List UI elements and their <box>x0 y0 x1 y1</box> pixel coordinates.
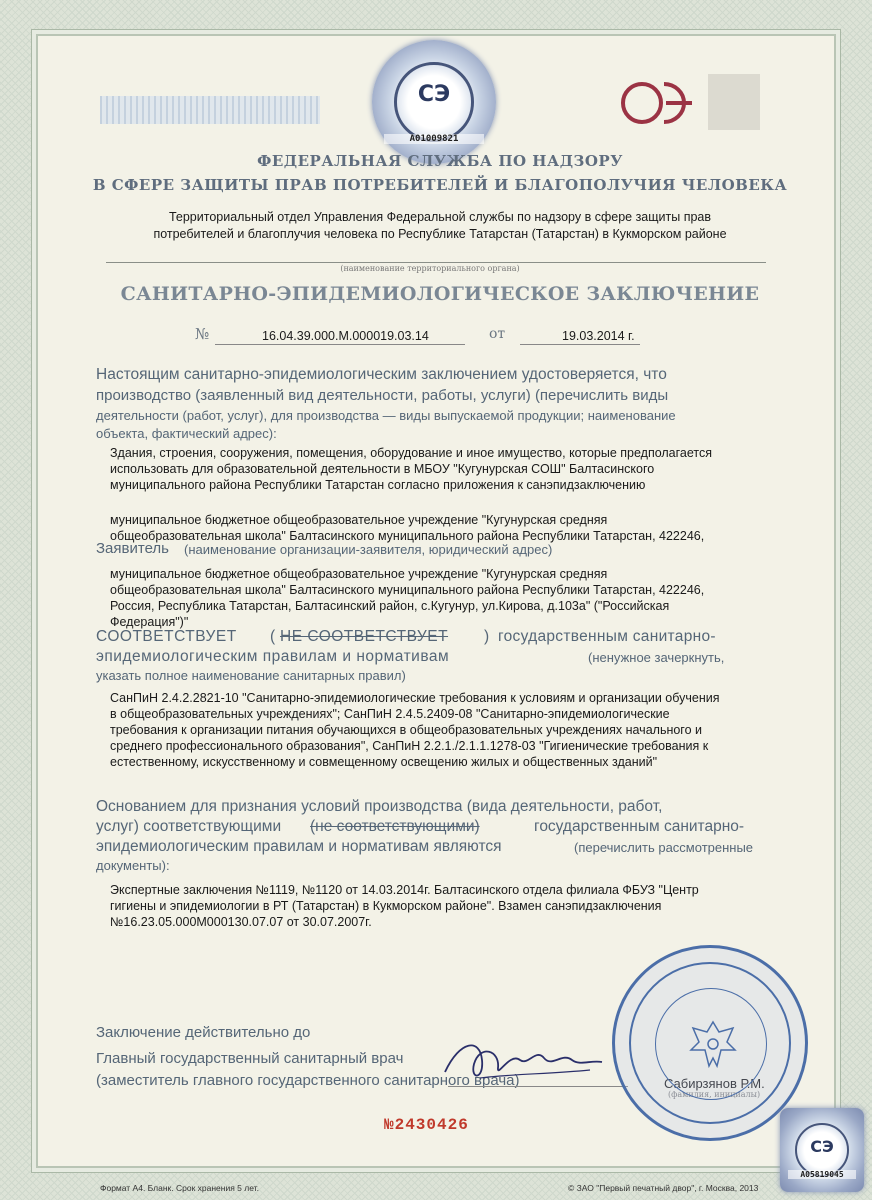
complies-word: СООТВЕТСТВУЕТ <box>96 628 237 645</box>
number-underline <box>215 344 465 345</box>
certify-line-1: Настоящим санитарно-эпидемиологическим заключением удостоверяется, что <box>96 366 667 383</box>
signature-title-2: (заместитель главного государственного санитарного врача) <box>96 1072 520 1089</box>
basis-line-3: эпидемиологическим правилам и нормативам являются <box>96 838 502 855</box>
applicant-caption: (наименование организации-заявителя, юридический адрес) <box>184 542 553 557</box>
object-line-3: муниципального района Республики Татарстан согласно приложения к санэпидзаключению <box>110 478 646 492</box>
rules-line-1: СанПиН 2.4.2.2821-10 "Санитарно-эпидемиологические требования к условиям и организации обучения <box>110 691 720 705</box>
rules-line-2: в общеобразовательных учреждениях"; СанПиН 2.4.5.2409-08 "Санитарно-эпидемиологические <box>110 707 670 721</box>
certify-line-3: деятельности (работ, услуг), для производства — виды выпускаемой продукции; наименование <box>96 408 676 423</box>
guilloche-band <box>100 96 320 124</box>
object-line-2: использовать для образовательной деятельности в МБОУ "Кугунурская СОШ" Балтасинского <box>110 462 655 476</box>
signature-title-1: Главный государственный санитарный врач <box>96 1050 404 1067</box>
territorial-caption: (наименование территориального органа) <box>340 264 520 273</box>
official-stamp <box>612 945 808 1141</box>
signer-caption: (фамилия, инициалы) <box>668 1090 761 1099</box>
applicant-line-3: Россия, Республика Татарстан, Балтасинский район, с.Кугунур, ул.Кирова, д.103а" ("Российская <box>110 599 670 613</box>
handwritten-signature <box>440 1030 610 1090</box>
not-complies-close: ) <box>484 628 490 645</box>
signer-name: Сабирзянов Р.М. <box>664 1076 765 1091</box>
eagle-emblem-icon <box>683 1014 743 1074</box>
expert-line-1: Экспертные заключения №1119, №1120 от 14.03.2014г. Балтасинского отдела филиала ФБУЗ "Центр <box>110 883 699 897</box>
expert-line-2: гигиены и эпидемиологии в РТ (Татарстан) в Кукморском районе". Взамен санэпидзаключения <box>110 899 662 913</box>
basis-line-1: Основанием для признания условий производства (вида деятельности, работ, <box>96 798 663 815</box>
hologram-number: A05819045 <box>788 1170 855 1179</box>
basis-note: (перечислить рассмотренные <box>574 840 754 855</box>
certify-line-2: производство (заявленный вид деятельности, работы, услуги) (перечислить виды <box>96 387 669 404</box>
hologram-seal-icon: СЭ A01009821 <box>372 40 496 164</box>
conformity-line-2: эпидемиологическим правилам и нормативам <box>96 648 450 665</box>
org-line-1: муниципальное бюджетное общеобразовательное учреждение "Кугунурская средняя <box>110 513 608 527</box>
basis-line-2-struck: (не соответствующими) <box>310 818 480 835</box>
basis-line-2a: услуг) соответствующими <box>96 818 282 835</box>
corner-box <box>708 74 760 130</box>
footer-right: © ЗАО "Первый печатный двор", г. Москва, 2013 <box>568 1183 759 1193</box>
basis-line-2b: государственным санитарно- <box>534 818 745 835</box>
rules-line-3: требования к организации питания обучающихся в общеобразовательных учреждениях начального и <box>110 723 702 737</box>
not-complies-open: ( <box>270 628 276 645</box>
certify-line-4: объекта, фактический адрес): <box>96 426 277 441</box>
number-value: 16.04.39.000.М.000019.03.14 <box>262 329 429 343</box>
not-complies-struck: НЕ СООТВЕТСТВУЕТ <box>280 628 449 645</box>
basis-line-4: документы): <box>96 858 170 873</box>
footer-left: Формат А4. Бланк. Срок хранения 5 лет. <box>100 1183 259 1193</box>
applicant-line-4: Федерация")" <box>110 615 189 629</box>
validity-label: Заключение действительно до <box>96 1024 311 1041</box>
territorial-line-2: потребителей и благоплучия человека по Республике Татарстан (Татарстан) в Кукморском районе <box>153 227 727 241</box>
hologram-seal-icon: СЭ A05819045 <box>780 1108 864 1192</box>
date-underline <box>520 344 640 345</box>
applicant-label: Заявитель <box>96 540 169 557</box>
conformity-note: (ненужное зачеркнуть, <box>588 650 725 665</box>
divider <box>106 262 766 263</box>
date-label: от <box>489 326 506 342</box>
conformity-line-1: государственным санитарно- <box>498 628 716 645</box>
agency-line-1: ФЕДЕРАЛЬНАЯ СЛУЖБА ПО НАДЗОРУ <box>257 152 623 170</box>
se-logo-icon <box>620 78 700 128</box>
rules-line-4: среднего профессионального образования", СанПиН 2.2.1./2.1.1.1278-03 "Гигиенические требования к <box>110 739 709 753</box>
form-serial-number: №2430426 <box>384 1116 469 1134</box>
document-title: САНИТАРНО-ЭПИДЕМИОЛОГИЧЕСКОЕ ЗАКЛЮЧЕНИЕ <box>120 283 760 305</box>
number-label: № <box>195 325 210 343</box>
org-line-2: общеобразовательная школа" Балтасинского муниципального района Республики Татарстан, 422246, <box>110 529 705 543</box>
date-value: 19.03.2014 г. <box>562 329 635 343</box>
object-line-1: Здания, строения, сооружения, помещения, оборудование и иное имущество, которые предполагается <box>110 446 713 460</box>
hologram-number: A01009821 <box>384 134 483 144</box>
conformity-line-3: указать полное наименование санитарных правил) <box>96 668 406 683</box>
rules-line-5: естественному, искусственному и совмещенному освещению жилых и общественных зданий" <box>110 755 658 769</box>
agency-line-2: В СФЕРЕ ЗАЩИТЫ ПРАВ ПОТРЕБИТЕЛЕЙ И БЛАГОПОЛУЧИЯ ЧЕЛОВЕКА <box>92 176 788 194</box>
applicant-line-2: общеобразовательная школа" Балтасинского муниципального района Республики Татарстан, 422246, <box>110 583 705 597</box>
territorial-line-1: Территориальный отдел Управления Федеральной службы по надзору в сфере защиты прав <box>168 210 712 224</box>
applicant-line-1: муниципальное бюджетное общеобразовательное учреждение "Кугунурская средняя <box>110 567 608 581</box>
expert-line-3: №16.23.05.000М000130.07.07 от 30.07.2007г. <box>110 915 372 929</box>
